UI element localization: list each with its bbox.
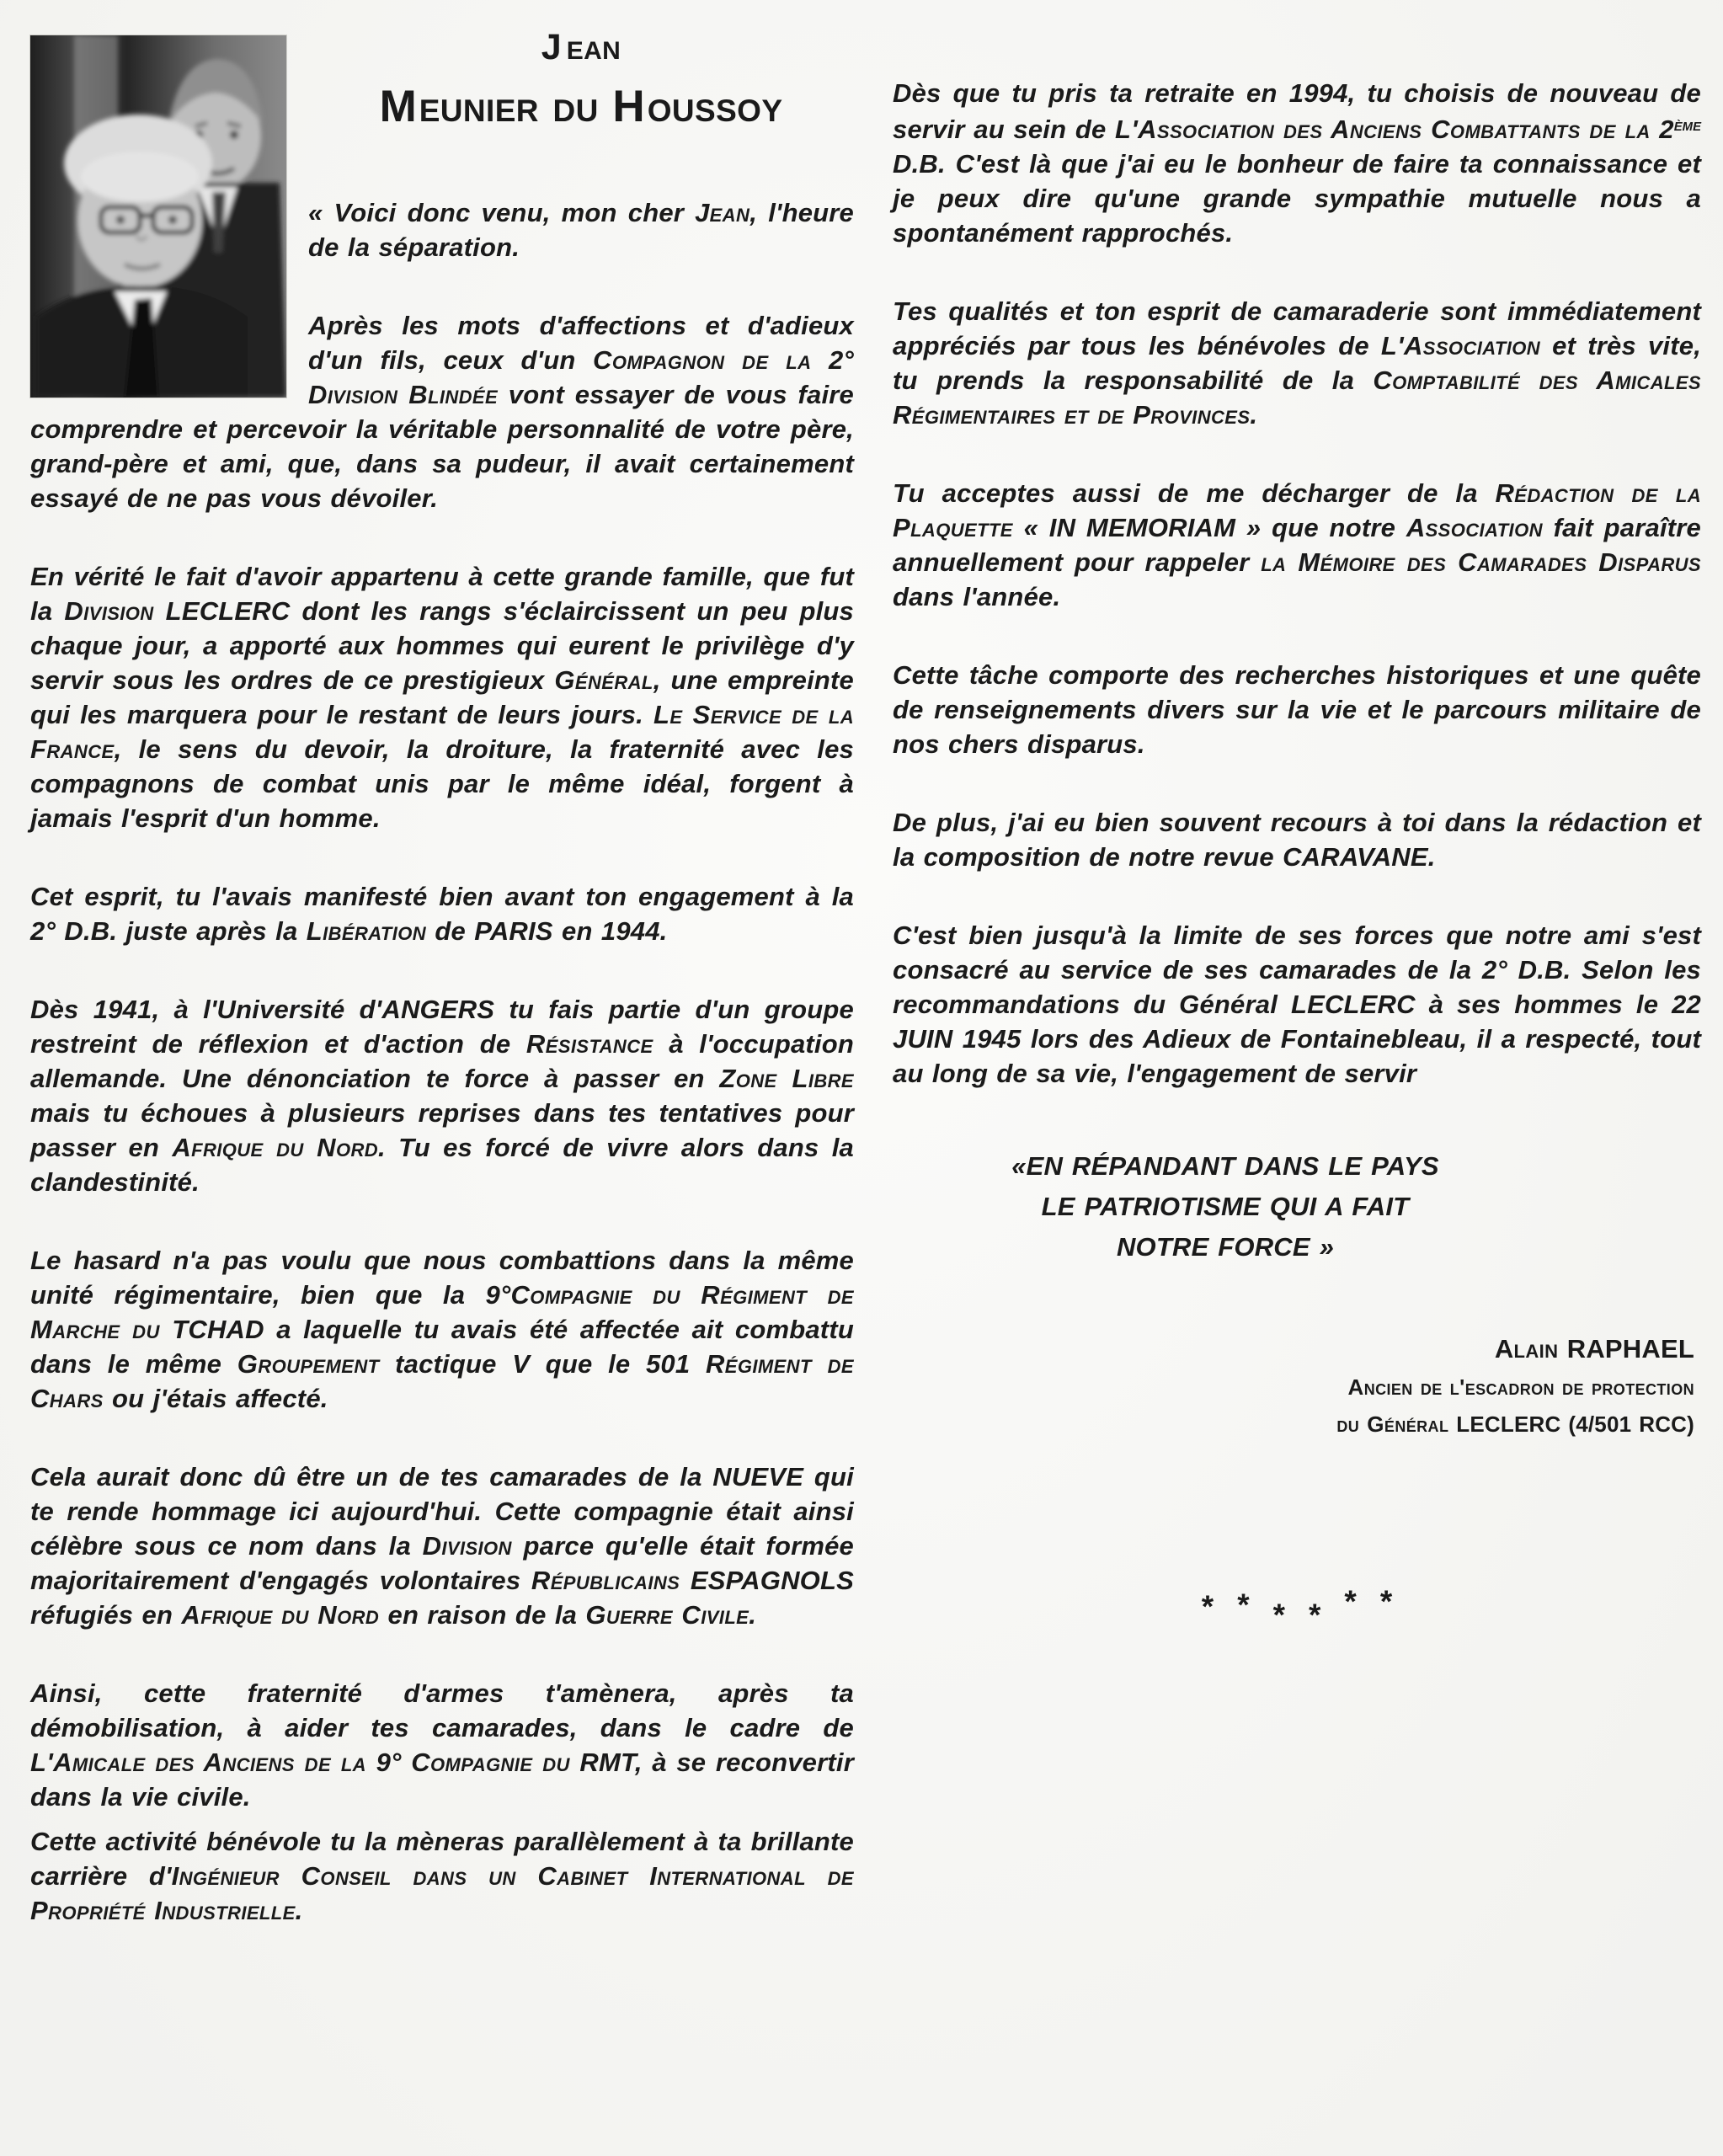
paragraph-tu-acceptes: Tu acceptes aussi de me décharger de la Rédaction de la Plaquette « IN MEMORIAM » que notre Association fait paraître annuellement pour rappeler la Mémoire des Camarades Disparus dans l'année. [893, 478, 1702, 612]
motto-line: LE PATRIOTISME QUI A FAIT [1041, 1192, 1410, 1222]
asterisk-row [893, 1584, 1701, 1652]
page-title-firstname: Jean [541, 27, 621, 67]
paragraph-cette-tache: Cette tâche comporte des recherches historiques et une quête de renseignements divers sur la vie et le parcours militaire de nos chers disparus. [893, 660, 1701, 760]
paragraph-cette-activite: Cette activité bénévole tu la mèneras parallèlement à ta brillante carrière d'Ingénieur Conseil dans un Cabinet International de Propriété Industrielle. [30, 1827, 854, 1925]
asterisk: * [1237, 1588, 1250, 1623]
paragraph-le-hasard: Le hasard n'a pas voulu que nous combattions dans la même unité régimentaire, bien que la 9°Compagnie du Régiment de Marche du TCHAD a laquelle tu avais été affectée ait combattu dans le même Groupement tactique V que le 501 Régiment de Chars ou j'étais affecté. [30, 1246, 854, 1413]
left-column [30, 25, 854, 2139]
asterisk: * [1201, 1589, 1214, 1625]
signature-role-line: Ancien de l'escadron de protection [1347, 1374, 1694, 1401]
page-title-lastname: Meunier du Houssoy [379, 82, 783, 131]
motto-line: «EN RÉPANDANT DANS LE PAYS [1011, 1151, 1439, 1182]
asterisk: * [1309, 1598, 1321, 1633]
signature-role-line: du Général LECLERC (4/501 RCC) [1336, 1412, 1694, 1438]
paragraph-en-verite: En vérité le fait d'avoir appartenu à cette grande famille, que fut la Division LECLERC dont les rangs s'éclaircissent un peu plus chaque jour, a apporté aux hommes qui eurent le privilège d'y servir sous les ordres de ce prestigieux Général, une empreinte qui les marquera pour le restant de leurs jours. Le Service de la France, le sens du devoir, la droiture, la fraternité avec les compagnons de combat unis par le même idéal, forgent à jamais l'esprit d'un homme. [30, 562, 855, 833]
paragraph-de-plus: De plus, j'ai eu bien souvent recours à toi dans la rédaction et la composition de notre revue CARAVANE. [893, 808, 1701, 873]
right-column-text [893, 76, 1701, 1443]
left-column-text [30, 195, 854, 1928]
paragraph-cest-bien: C'est bien jusqu'à la limite de ses forces que notre ami s'est consacré au service de ses camarades de la 2° D.B. Selon les recommandations du Général LECLERC à ses hommes le 22 JUIN 1945 lors des Adieux de Fontainebleau, il a respecté, tout au long de sa vie, l'engagement de servir [893, 921, 1701, 1089]
asterisk: * [1379, 1584, 1393, 1620]
paragraph-cet-esprit: Cet esprit, tu l'avais manifesté bien avant ton engagement à la 2° D.B. juste après la Libération de PARIS en 1944. [30, 882, 854, 946]
paragraph-des-1941: Dès 1941, à l'Université d'ANGERS tu fais partie d'un groupe restreint de réflexion et d'action de Résistance à l'occupation allemande. Une dénonciation te force à passer en Zone Libre mais tu échoues à plusieurs reprises dans tes tentatives pour passer en Afrique du Nord. Tu es forcé de vivre alors dans la clandestinité. [30, 995, 855, 1197]
signature-name: Alain RAPHAEL [1494, 1334, 1694, 1364]
asterisk: * [1272, 1598, 1285, 1633]
paragraph-opening-quote: « Voici donc venu, mon cher Jean, l'heure de la séparation. [308, 198, 854, 262]
photo-two-veterans [30, 35, 286, 398]
paragraph-retraite-1994: Dès que tu pris ta retraite en 1994, tu choisis de nouveau de servir au sein de L'Association des Anciens Combattants de la 2ÈME D.B. C'est là que j'ai eu le bonheur de faire ta connaissance et je peux dire qu'une grande sympathie mutuelle nous a spontanément rapprochés. [893, 78, 1701, 248]
motto-line: NOTRE FORCE » [1116, 1232, 1335, 1262]
right-column [893, 25, 1701, 2139]
paragraph-cela-aurait: Cela aurait donc dû être un de tes camarades de la NUEVE qui te rende hommage ici aujourd'hui. Cette compagnie était ainsi célèbre sous ce nom dans la Division parce qu'elle était formée majoritairement d'engagés volontaires Républicains ESPAGNOLS réfugiés en Afrique du Nord en raison de la Guerre Civile. [30, 1462, 854, 1630]
paragraph-tes-qualites: Tes qualités et ton esprit de camaraderie sont immédiatement appréciés par tous les bénévoles de L'Association et très vite, tu prends la responsabilité de la Comptabilité des Amicales Régimentaires et de Provinces. [893, 296, 1702, 430]
paragraph-apres-les-mots: Après les mots d'affections et d'adieux d'un fils, ceux d'un Compagnon de la 2° Division Blindée vont essayer de vous faire comprendre et percevoir la véritable personnalité de votre père, grand-père et ami, que, dans sa pudeur, il avait certainement essayé de ne pas vous dévoiler. [30, 311, 855, 513]
asterisk: * [1344, 1584, 1357, 1620]
paragraph-ainsi-fraternite: Ainsi, cette fraternité d'armes t'amènera, après ta démobilisation, à aider tes camarades, dans le cadre de L'Amicale des Anciens de la 9° Compagnie du RMT, à se reconvertir dans la vie civile. [30, 1678, 854, 1812]
